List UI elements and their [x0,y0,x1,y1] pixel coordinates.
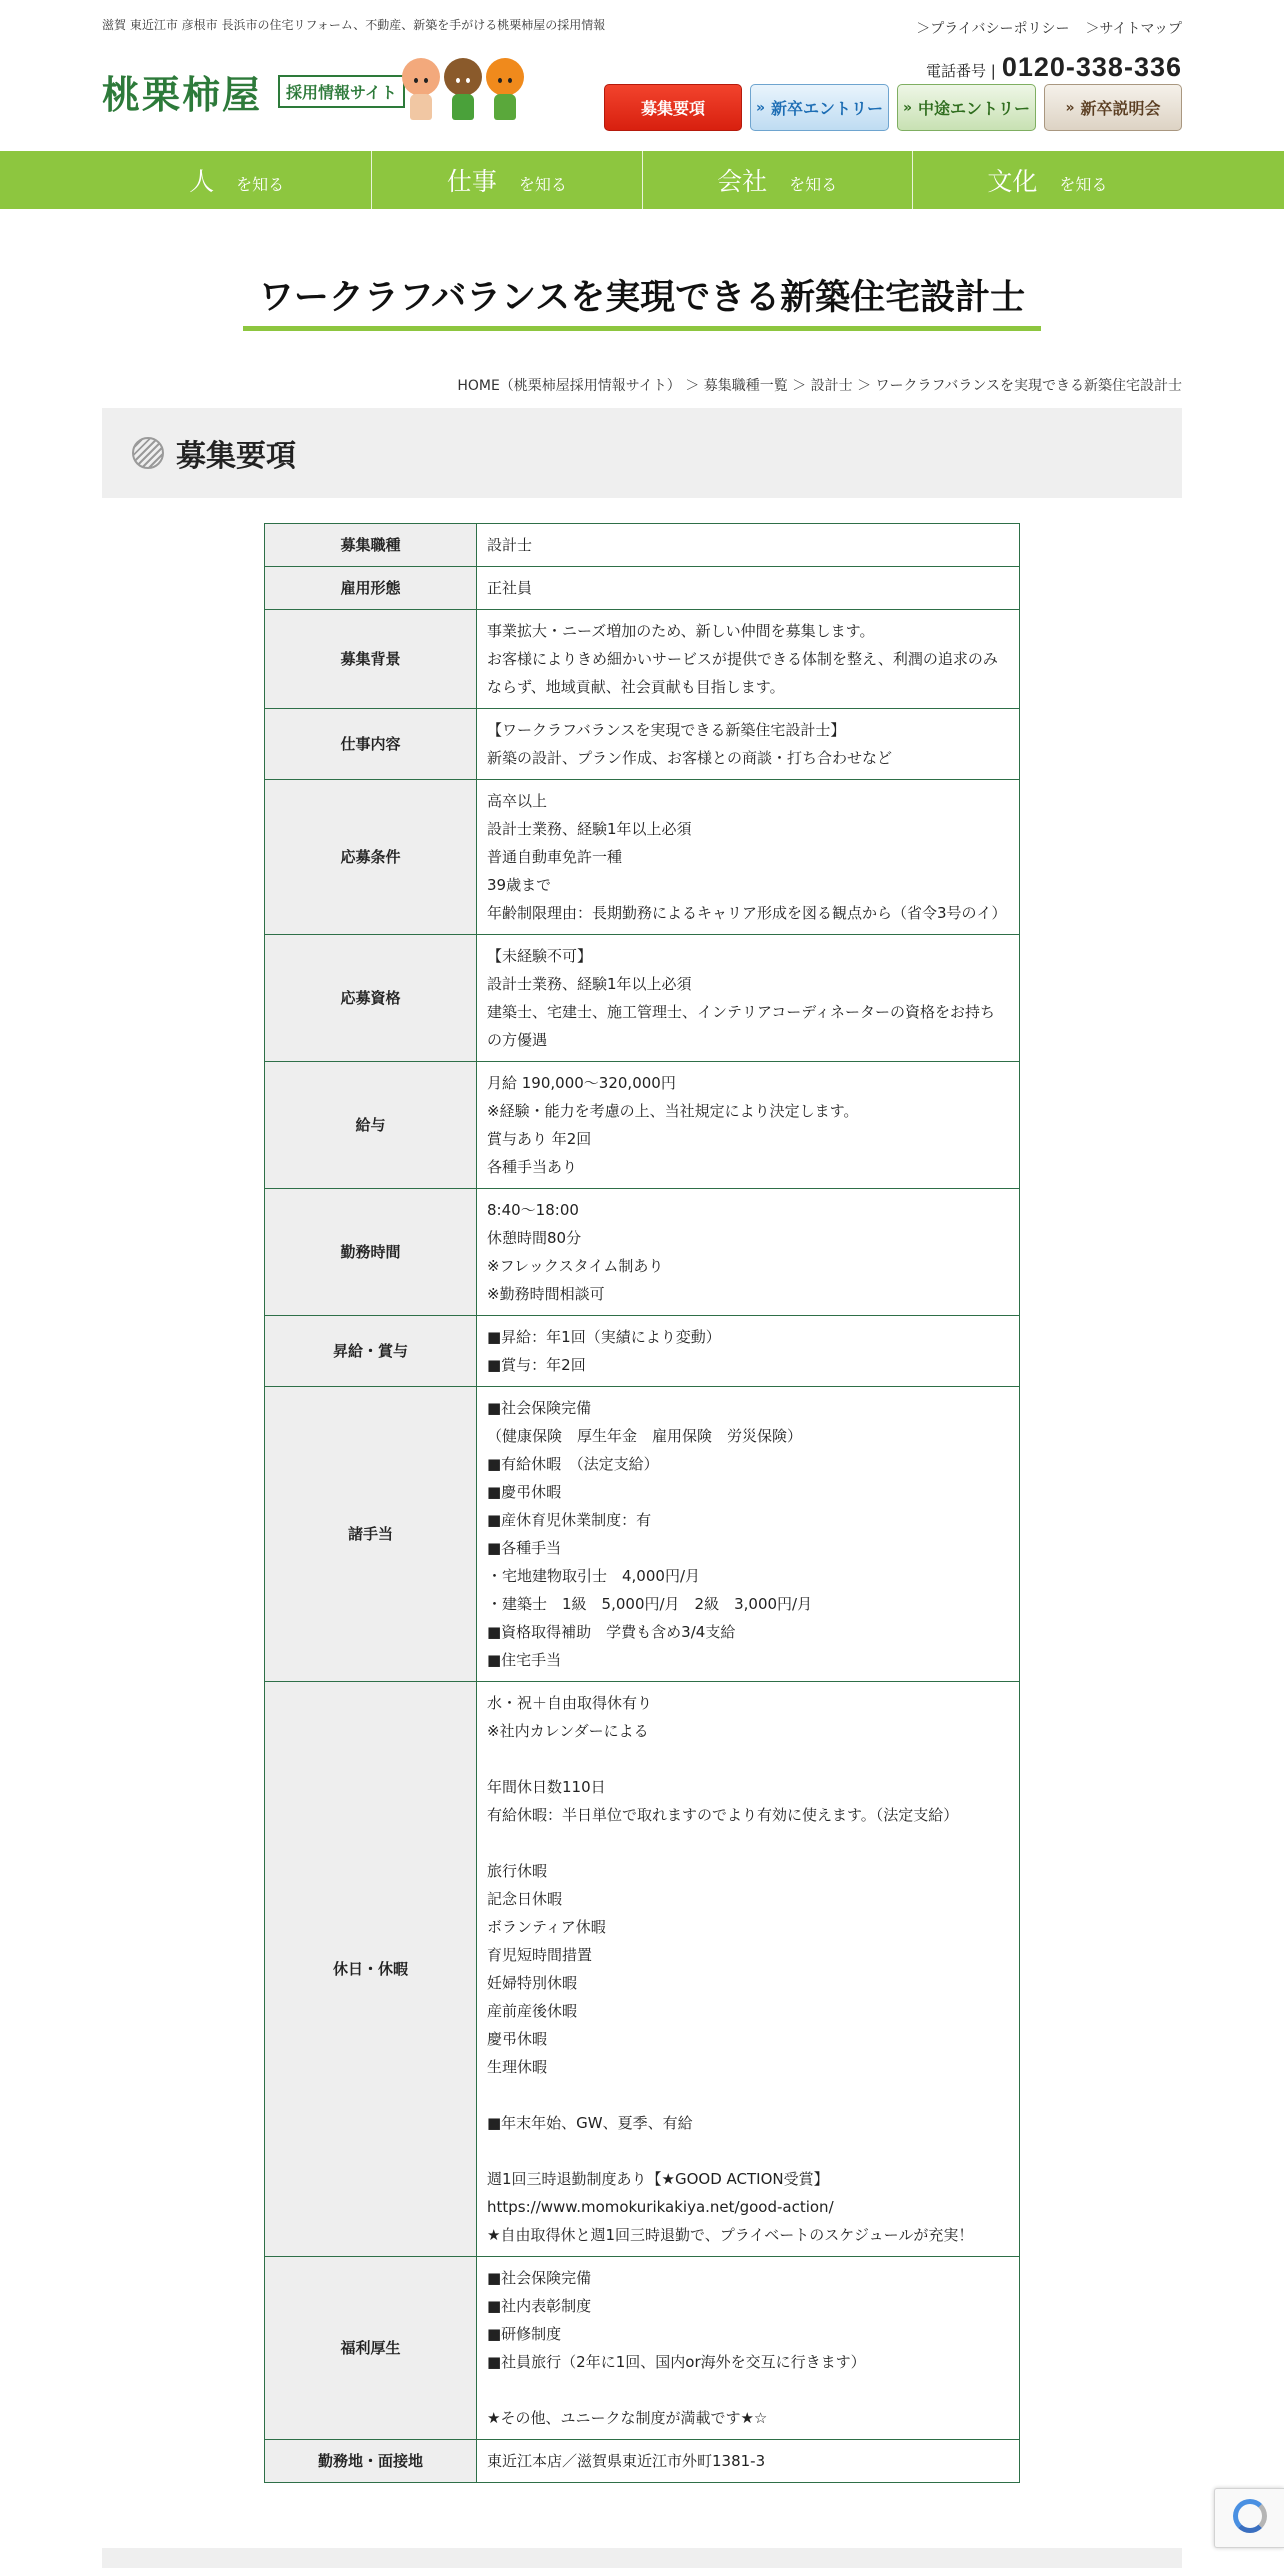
nav-item-company[interactable] [643,151,913,209]
nav-item-suffix: を知る [518,174,567,194]
row-label: 勤務時間 [265,1189,477,1316]
table-row [265,1062,1020,1189]
row-value: 設計士 [477,524,1020,567]
table-row [265,2257,1020,2440]
row-value: 高卒以上 設計士業務、経験1年以上必須 普通自動車免許一種 39歳まで 年齢制限理由：長期勤務によるキャリア形成を図る観点から（省令3号のイ） [477,780,1020,935]
nav-item-title: 人 [189,167,215,196]
recruit-info-button[interactable] [604,84,742,131]
breadcrumb-job-list[interactable]: 募集職種一覧 [703,378,788,394]
table-row [265,1682,1020,2257]
row-value: 水・祝＋自由取得休有り ※社内カレンダーによる 年間休日数110日 有給休暇：半日単位で取れますのでより有効に使えます。（法定支給） 旅行休暇 記念日休暇 ボランティア休暇 育児短時間措置 妊婦特別休暇 産前産後休暇 慶弔休暇 生理休暇 ■年末年始、GW、夏季、有給 週1回三時退勤制度あり【★GOOD ACTION受賞】 https://www.momokurikakiya.net/good-action/ ★自由取得休と週1回三時退勤で、プライベートのスケジュールが充実！ [477,1682,1020,2257]
striped-circle-icon [132,437,164,469]
nav-item-suffix: を知る [1059,174,1108,194]
main-nav-inner [102,151,1182,209]
row-label: 募集背景 [265,610,477,709]
mid-career-entry-button[interactable] [897,84,1036,131]
site-logo[interactable] [102,64,405,119]
privacy-policy-link[interactable]: ＞プライバシーポリシー [916,21,1070,37]
table-row [265,2440,1020,2483]
table-row [265,567,1020,610]
sitemap-link[interactable]: ＞サイトマップ [1085,21,1182,37]
row-label: 応募資格 [265,935,477,1062]
row-label: 福利厚生 [265,2257,477,2440]
recaptcha-badge[interactable] [1214,2488,1284,2548]
row-value: ■昇給：年1回（実績により変動） ■賞与：年2回 [477,1316,1020,1387]
nav-item-title: 文化 [987,167,1038,196]
nav-item-culture[interactable] [913,151,1182,209]
breadcrumb-current: ワークラフバランスを実現できる新築住宅設計士 [875,378,1182,394]
row-label: 仕事内容 [265,709,477,780]
peach-mascot-icon [402,58,440,122]
row-label: 募集職種 [265,524,477,567]
table-row [265,935,1020,1062]
chevron-right-icon: » [1065,99,1075,116]
logo-text: 桃栗柿屋 [102,72,263,117]
row-label: 昇給・賞与 [265,1316,477,1387]
mid-career-entry-label: 中途エントリー [918,99,1031,118]
new-grad-briefing-label: 新卒説明会 [1080,99,1161,118]
row-value: 8:40～18:00 休憩時間80分 ※フレックスタイム制あり ※勤務時間相談可 [477,1189,1020,1316]
row-label: 休日・休暇 [265,1682,477,2257]
nav-item-people[interactable] [102,151,372,209]
nav-item-title: 仕事 [446,167,497,196]
table-row [265,1387,1020,1682]
row-label: 給与 [265,1062,477,1189]
top-links [916,18,1182,38]
breadcrumb-category[interactable]: 設計士 [810,378,853,394]
page-title: ワークラフバランスを実現できる新築住宅設計士 [243,270,1041,331]
new-grad-briefing-button[interactable] [1044,84,1182,131]
persimmon-mascot-icon [486,58,524,122]
table-row [265,1189,1020,1316]
logo-badge: 採用情報サイト [278,75,405,108]
table-row [265,524,1020,567]
main-nav [0,151,1284,209]
row-value: 事業拡大・ニーズ増加のため、新しい仲間を募集します。 お客様によりきめ細かいサービスが提供できる体制を整え、利潤の追求のみならず、地域貢献、社会貢献も目指します。 [477,610,1020,709]
row-value: ■社会保険完備 ■社内表彰制度 ■研修制度 ■社員旅行（2年に1回、国内or海外を交互に行きます） ★その他、ユニークな制度が満載です★☆ [477,2257,1020,2440]
phone-info [926,52,1182,83]
breadcrumb-separator: ＞ [680,378,704,394]
recruit-info-label: 募集要項 [640,99,705,118]
row-label: 勤務地・面接地 [265,2440,477,2483]
phone-number[interactable]: 0120-338-336 [1001,52,1182,82]
new-grad-entry-label: 新卒エントリー [771,99,884,118]
phone-label: 電話番号 | [926,62,996,80]
site-tagline: 滋賀 東近江市 彦根市 長浜市の住宅リフォーム、不動産、新築を手がける桃栗柿屋の採用情報 [102,18,606,32]
section-title: 募集要項 [176,439,296,474]
row-label: 雇用形態 [265,567,477,610]
row-label: 応募条件 [265,780,477,935]
row-value: ■社会保険完備 （健康保険 厚生年金 雇用保険 労災保険） ■有給休暇 （法定支給） ■慶弔休暇 ■産休育児休業制度：有 ■各種手当 ・宅地建物取引士 4,000円/月 ・建築士 1級 5,000円/月 2級 3,000円/月 ■資格取得補助 学費も含め3/4支給 ■住宅手当 [477,1387,1020,1682]
footer-strip [102,2548,1182,2568]
row-value: 正社員 [477,567,1020,610]
site-header [102,0,1182,150]
table-row [265,780,1020,935]
row-value: 【未経験不可】 設計士業務、経験1年以上必須 建築士、宅建士、施工管理士、インテリアコーディネーターの資格をお持ちの方優遇 [477,935,1020,1062]
breadcrumb [457,375,1182,395]
mascot-illustrations [402,58,524,122]
new-grad-entry-button[interactable] [750,84,889,131]
table-row [265,709,1020,780]
breadcrumb-separator: ＞ [852,378,876,394]
job-details-table [264,523,1020,2483]
nav-item-title: 会社 [717,167,768,196]
table-row [265,1316,1020,1387]
chevron-right-icon: » [755,99,766,116]
chevron-right-icon: » [902,99,913,116]
nav-item-suffix: を知る [236,174,285,194]
nav-item-work[interactable] [372,151,642,209]
row-value: 【ワークラフバランスを実現できる新築住宅設計士】 新築の設計、プラン作成、お客様との商談・打ち合わせなど [477,709,1020,780]
row-value: 東近江本店／滋賀県東近江市外町1381-3 [477,2440,1020,2483]
breadcrumb-separator: ＞ [787,378,811,394]
recaptcha-icon [1233,2499,1267,2533]
breadcrumb-home[interactable]: HOME（桃栗柿屋採用情報サイト） [457,378,681,394]
page-title-wrap [0,270,1284,331]
header-buttons [604,84,1182,131]
table-row [265,610,1020,709]
row-label: 諸手当 [265,1387,477,1682]
row-value: 月給 190,000～320,000円 ※経験・能力を考慮の上、当社規定により決定します。 賞与あり 年2回 各種手当あり [477,1062,1020,1189]
nav-item-suffix: を知る [789,174,838,194]
chestnut-mascot-icon [444,58,482,122]
section-heading [102,408,1182,498]
